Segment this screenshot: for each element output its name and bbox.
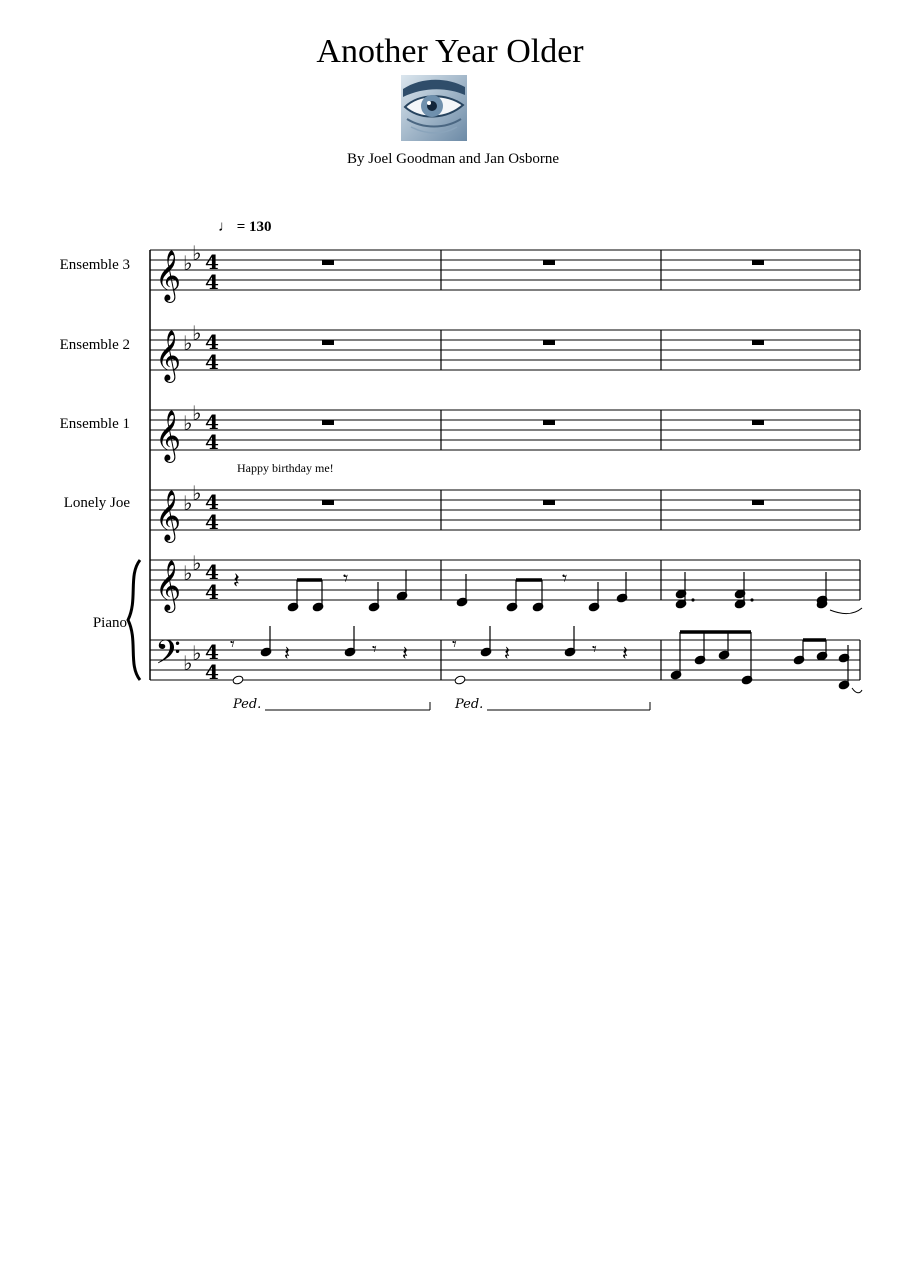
whole-rest	[752, 420, 764, 425]
quarter-note-icon: ♩	[218, 219, 233, 235]
time-signature-denominator: 4	[205, 430, 219, 454]
staff-1	[150, 250, 860, 290]
flat-icon: ♭	[183, 251, 193, 275]
time-signature-numerator: 4	[205, 490, 219, 514]
lyric-text: Happy birthday me!	[237, 461, 334, 475]
eighth-rest-icon: 𝄾	[592, 639, 597, 660]
whole-rest	[543, 420, 555, 425]
eighth-rest-icon: 𝄾	[230, 634, 235, 655]
pedal-mark: Ped.	[233, 697, 262, 712]
time-signature-numerator: 4	[205, 330, 219, 354]
whole-rest	[543, 500, 555, 505]
staff-3	[150, 410, 860, 450]
whole-rest	[752, 340, 764, 345]
treble-clef-icon: 𝄞	[155, 410, 182, 461]
whole-note	[454, 675, 466, 685]
whole-rest	[322, 500, 334, 505]
whole-rest	[543, 340, 555, 345]
instrument-label-lonely-joe: Lonely Joe	[63, 495, 130, 511]
staff-5	[150, 560, 860, 600]
eighth-rest-icon: 𝄾	[343, 566, 349, 590]
time-signature-numerator: 4	[205, 640, 219, 664]
dot	[750, 598, 753, 601]
time-signature-denominator: 4	[205, 350, 219, 374]
bass-clef-icon: 𝄢	[155, 634, 181, 680]
quarter-rest-icon: 𝄽	[284, 641, 291, 665]
flat-icon: ♭	[183, 651, 193, 675]
instrument-label-ensemble-2: Ensemble 2	[59, 337, 130, 353]
treble-clef-icon: 𝄞	[155, 330, 182, 381]
quarter-rest-icon: 𝄽	[233, 569, 240, 594]
whole-rest	[322, 260, 334, 265]
whole-rest	[322, 340, 334, 345]
eighth-rest-icon: 𝄾	[562, 566, 568, 590]
dot	[691, 598, 694, 601]
time-signature-numerator: 4	[205, 250, 219, 274]
whole-rest	[322, 420, 334, 425]
whole-rest	[752, 260, 764, 265]
time-signature-denominator: 4	[205, 510, 219, 534]
tempo-value: = 130	[236, 219, 272, 235]
instrument-label-ensemble-3: Ensemble 3	[59, 257, 130, 273]
flat-icon: ♭	[192, 241, 202, 265]
quarter-rest-icon: 𝄽	[504, 641, 511, 665]
time-signature-denominator: 4	[205, 580, 219, 604]
page-title: Another Year Older	[316, 33, 584, 70]
treble-clef-icon: 𝄞	[155, 250, 182, 301]
whole-note	[232, 675, 244, 685]
staff-4	[150, 490, 860, 530]
tie	[830, 608, 862, 614]
flat-icon: ♭	[192, 321, 202, 345]
quarter-rest-icon: 𝄽	[622, 641, 629, 665]
treble-clef-icon: 𝄞	[155, 560, 182, 611]
eighth-rest-icon: 𝄾	[372, 639, 377, 660]
instrument-label-piano: Piano	[92, 615, 127, 631]
flat-icon: ♭	[183, 331, 193, 355]
pedal-mark: Ped.	[455, 697, 484, 712]
instrument-label-ensemble-1: Ensemble 1	[59, 416, 130, 432]
flat-icon: ♭	[192, 481, 202, 505]
flat-icon: ♭	[183, 411, 193, 435]
piano-brace	[128, 560, 140, 680]
treble-clef-icon: 𝄞	[155, 490, 182, 541]
flat-icon: ♭	[183, 491, 193, 515]
tie	[852, 688, 862, 693]
flat-icon: ♭	[192, 401, 202, 425]
time-signature-numerator: 4	[205, 560, 219, 584]
time-signature-denominator: 4	[205, 270, 219, 294]
flat-icon: ♭	[192, 641, 202, 665]
whole-rest	[752, 500, 764, 505]
staff-2	[150, 330, 860, 370]
composer-credit: By Joel Goodman and Jan Osborne	[346, 151, 560, 167]
quarter-rest-icon: 𝄽	[402, 641, 409, 665]
eighth-rest-icon: 𝄾	[452, 634, 457, 655]
flat-icon: ♭	[192, 551, 202, 575]
flat-icon: ♭	[183, 561, 193, 585]
time-signature-denominator: 4	[205, 660, 219, 684]
whole-rest	[543, 260, 555, 265]
time-signature-numerator: 4	[205, 410, 219, 434]
